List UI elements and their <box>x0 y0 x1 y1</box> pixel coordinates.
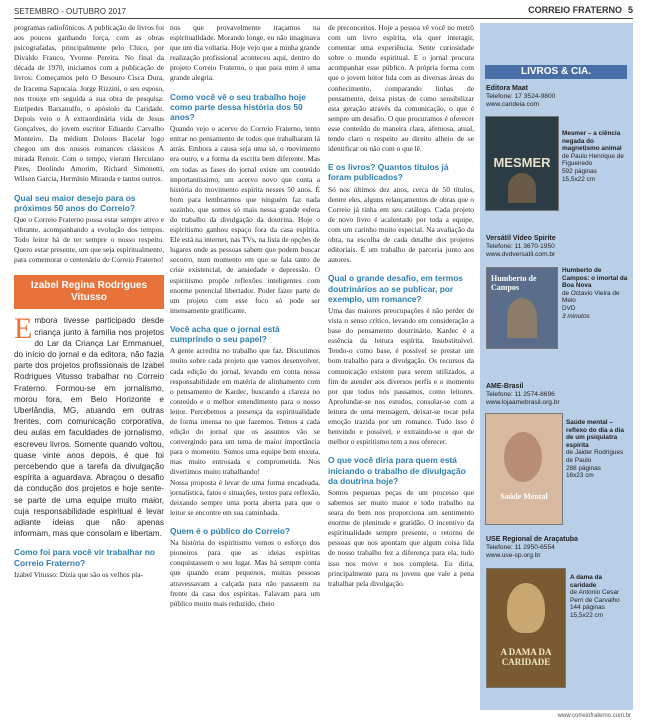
publisher-name: Versátil Vídeo Spirite <box>486 235 556 242</box>
question-heading: Como foi para você vir trabalhar no Correio Fraterno? <box>14 547 156 568</box>
paragraph: Izabel Vitusso: Dizia que são os velhos pla- <box>14 569 143 579</box>
book-pages: 592 páginas <box>562 167 597 175</box>
book-author: de Octavio Vieira de Melo <box>562 289 620 305</box>
book-info <box>562 130 628 183</box>
book-cover-mesmer <box>485 116 559 211</box>
column-2 <box>170 23 320 609</box>
paragraph: A gente acredita no trabalho que faz. Discutimos muito sobre cada projeto que vamos desenvolver, cada edição do jornal, levando em conta nossa responsabilidade em matéria de alinhamento com o pensamento de Kardec, buscando a clareza no conteúdo e o melhor entendimento para o nosso leitor. Percebemos a presença da espiritualidade de forma intensa no que fazemos. Temos a cada edição do jornal que os assuntos vão se convergindo para um tema de maior importância para o momento. Somos uma equipe bem enxuta, mas muito entrosada e comprometida. Nos divertimos muito trabalhando! <box>170 346 320 477</box>
publisher-site[interactable]: www.dvdversatil.com.br <box>486 251 556 259</box>
footer-site[interactable]: www.correiofraterno.com.br <box>557 713 631 719</box>
book-title: Saúde mental – reflexo do dia a dia de um psiquiatra espírita <box>566 419 624 449</box>
page-header <box>14 5 633 17</box>
book-info <box>570 574 630 620</box>
issue-date: SETEMBRO - OUTUBRO 2017 <box>14 7 127 16</box>
question-heading: O que você diria para quem está iniciando o trabalho de divulgação da doutrina hoje? <box>328 455 466 486</box>
book-pages: 144 páginas <box>570 604 605 612</box>
paragraph: nos que provavelmente traçamos na espiritualidade. Morando longe, eu não imaginava que um dia voltaria. Hoje vejo que a minha grande realização profissional aconteceu aqui, dentro do projeto Correio Fraterno, o que para mim é uma grande alegria. <box>170 23 320 83</box>
sidebar-title: LIVROS & CIA. <box>485 65 627 79</box>
cover-figure <box>507 583 545 633</box>
cover-portrait <box>508 173 536 203</box>
book-size: 15,5x22 cm <box>570 611 604 619</box>
publisher-name: Editora Maat <box>486 85 529 92</box>
intro-paragraph <box>14 312 164 539</box>
paragraph: Só nos últimos dez anos, cerca de 50 títulos, dentre eles, alguns relançamentos de obras que o Correio já tinha em seu catálogo. Cada projeto de novo livro é acalentado por toda a equipe, com um carinho muito especial. Na avaliação da obra, na escolha de cada detalhe dos projetos editoriais. É um trabalho de parceria junto aos autores. <box>328 184 474 265</box>
cover-title: A DAMA DA CARIDADE <box>500 647 552 667</box>
cover-portrait <box>507 298 537 338</box>
column-1 <box>14 23 164 580</box>
paragraph: Somos pequenas peças de um processo que sabemos ser muito maior e todo trabalho na seara do bem nos proporciona um sentimento enorme de plenitude e gratidão. O incentivo da espiritualidade sempre presente, o retorno de pessoas que nos apontam que algum coisa lida de nosso trabalho fez a diferença para ela, tudo isso nos move e nos completa. Eu diria, principalmente para os jovens que vale a pena trabalhar pela divulgação. <box>328 487 474 588</box>
publisher-site[interactable]: www.use-sp.org.br <box>486 552 541 560</box>
drop-cap: E <box>14 312 33 346</box>
publisher-block <box>486 536 578 561</box>
publisher-phone: Telefone: 17 3524-9800 <box>486 93 556 101</box>
publisher-block <box>486 235 556 260</box>
paragraph: Nossa proposta é levar de uma forma encadeada, jornalística, fatos e situações, textos para reflexão, deixando sempre uma porta aberta para que o leitor se encontre em sua caminhada. <box>170 477 320 517</box>
book-info <box>562 267 628 320</box>
paragraph: Uma das maiores preocupações é não perder de vista o senso crítico, levando em consideração a base do pensamento doutrinário. Kardec é a essência da leitura espírita. Insubstituível. Tendo-o como base, é possível se prestar um bom trabalho para a divulgação. Os recursos da comunicação existem para serem utilizados, a fim de atender aos diversos perfis e o momento por que todos nós passamos, como leitores. Aprofundar-se nos estudos, consolar-se com a leitura de uma mensagem, deixar-se tocar pela emoção trazida por um romance. Tudo isso é benvindo e possível, e extraindo-se o que de melhor o espiritismo tem a nos oferecer. <box>328 305 474 447</box>
book-duration: 3 minutos <box>562 312 590 320</box>
paragraph: Quando vejo o acervo do Correio Fraterno, tento entrar no pensamento de todos que trabalharam lá atrás. Embora a causa seja uma só, o movimento era outro, e a forma da escrita bem diferente. Mas em todas as fases do jornal existe um conteúdo importantíssimo, um acervo novo que conta a história do movimento espírita nesses 50 anos. É bom para lembrarmos que ninguém faz nada sozinho, que somos só mais nessa grande esfera do trabalho da divulgação da doutrina. Hoje o espiritismo ganhou espaço fora da casa espírita. Ele está na internet, nas TVs, na lista de opções de lugares onde as pessoas sabem que podem buscar socorro, num momento em que se fala tanto de crise existencial, de ansiedade e depressão. O espiritismo propõe reflexões inteligentes com enorme potencial libertador. Poder fazer parte de um projeto com esse foco só pode ser imensamente gratificante. <box>170 124 320 315</box>
book-size: 15,5x22 cm <box>562 175 596 183</box>
books-sidebar <box>480 23 633 710</box>
question-heading: Quem é o público do Correio? <box>170 525 291 536</box>
publisher-phone: Telefone: 11 3670-1950 <box>486 243 555 251</box>
book-cover-saude-mental <box>485 413 563 525</box>
book-title: Mesmer – a ciência negada do magnetismo animal <box>562 130 622 153</box>
paragraph: Que o Correio Fraterno possa estar sempre ativo e vibrante, acompanhando a evolução dos tempos. Todo leitor há de ter sempre o nosso respeito. Quero estar presente, um que seja espiritualmente, para comemorar o centenário do Correio Fraterno! <box>14 214 164 265</box>
publisher-phone: Telefone: 11 2574-8696 <box>486 391 555 399</box>
paragraph: Na história do espiritismo vemos o esforço dos pioneiros para que as ideias espíritas conquistassem o seu lugar. Mas há sempre conta que quando eram pequenos, muitas pessoas atravessavam a calçada para não passarem na frente da casa dos espíritas. Falavam para um público muito mais reduzido, cheio <box>170 538 320 608</box>
cover-title: Humberto de Campos <box>491 274 537 292</box>
publisher-name: USE Regional de Araçatuba <box>486 536 578 543</box>
question-heading: Como você vê o seu trabalho hoje como parte dessa história dos 50 anos? <box>170 91 306 122</box>
dvd-cover-humberto <box>486 267 558 349</box>
interviewee-name-banner: Izabel Regina Rodrigues Vitusso <box>14 275 164 309</box>
publisher-site[interactable]: www.lojaamebrasil.org.br <box>486 399 560 407</box>
publisher-site[interactable]: www.candeia.com <box>486 101 540 109</box>
intro-text: mbora tivesse participado desde criança junto à família nos projetos do Lar da Criança Lar Emmanuel, do início do jornal e da editora, não fazia parte dos projetos profissionais de Izabel Rodrigues Vitusso trabalhar no Correio Fraterno. Formou-se em jornalismo, morou fora, em Belo Horizonte e Uberlândia, MG, atuando em outras frentes, com comunicação corporativa, deu aulas em faculdades de jornalismo, escreveu livros. Somente quando voltou, quase vinte anos depois, é que foi percebendo que a tarefa da divulgação espírita a aguardava. Abraçou o desafio da condução dos projetos e hoje sente-se parte de uma equipe muito maior, cuja responsabilidade espiritual é levar adiante ideias que não apenas informam, mas que consolam e libertam. <box>14 316 164 539</box>
header-rule <box>14 18 633 19</box>
publisher-name: AME-Brasil <box>486 383 524 390</box>
cover-figure <box>504 432 542 482</box>
publisher-phone: Telefone: 11 2950-6554 <box>486 544 555 552</box>
journal-name: CORREIO FRATERNO <box>528 5 622 15</box>
book-author: de Paulo Henrique de Figueiredo <box>562 152 624 168</box>
book-title: A dama da caridade <box>570 574 603 589</box>
book-title: Humberto de Campos: o imortal da Boa Nova <box>562 267 628 290</box>
book-cover-dama-caridade <box>486 568 566 688</box>
book-format: DVD <box>562 304 576 312</box>
column-3 <box>328 23 474 589</box>
cover-title: MESMER <box>493 155 551 170</box>
question-heading: E os livros? Quantos títulos já foram publicados? <box>328 162 449 183</box>
book-size: 16x23 cm <box>566 472 594 480</box>
book-author: de Antonio Cesar Perri de Carvalho <box>570 589 620 604</box>
paragraph: programas radiofônicos. A publicação de livros foi aos poucos ganhando força, com as obras psicografadas, principalmente pelo Chico, por Divaldo Franco, Yvonne Pereira. No final da década de 1970, iniciamos com a publicação de livros: Começamos pelo O Besouro Cisca Dura, de Iracema Sapucaia. Jorge Rizzini, o seu esposo, nos trouxe em seguida a sua obra de pesquisa: Eurípedes Barsanulfo, o apóstolo da Caridade. Depois veio o A extraordinária vida de Jesus Gonçalves, do jovem escritor Eduardo Carvalho Monteiro. Da médium Dolores Bacelar logo chegou um dos nossos romances clássicos A mirada Renoir. Com o tempo, vieram Herculano Pires, Deolindo Amorim, Richard Simonetti, Wilson Garcia, Hermínio Miranda e tantos outros. <box>14 23 164 184</box>
cover-title: Saúde Mental <box>500 492 548 501</box>
journal-name-and-page <box>522 5 633 15</box>
question-heading: Você acha que o jornal está cumprindo o seu papel? <box>170 323 280 345</box>
page-number: 5 <box>627 5 633 15</box>
question-heading: Qual seu maior desejo para os próximos 50 anos do Correio? <box>14 192 136 213</box>
publisher-block <box>486 85 555 110</box>
book-pages: 288 páginas <box>566 464 601 472</box>
paragraph: de preconceitos. Hoje a pessoa vê você no metrô com um livro espírita, ela quer interagir, comentar uma experiência. Sente curiosidade sobre o mundo espiritual. E o jornal procura acompanhar esse público. A própria forma com que o jovem leitor lida com as diversas áreas do conhecimento, comparando linhas de pensamento, deixa pistas de como sensibilizar esta geração através da comunicação, o que é sempre um desafio. O que procuramos é oferecer esse conteúdo de maneira clara, afetuosa, atual, tendo claro o respeito ao direito alheio de se identificar ou não com o que lê. <box>328 23 474 154</box>
question-heading: Qual o grande desafio, em termos doutrinários ao se publicar, por exemplo, um romance? <box>328 273 463 304</box>
book-author: de Jaider Rodrigues de Paulo <box>566 449 624 464</box>
publisher-block <box>486 383 560 408</box>
book-info <box>566 419 630 480</box>
